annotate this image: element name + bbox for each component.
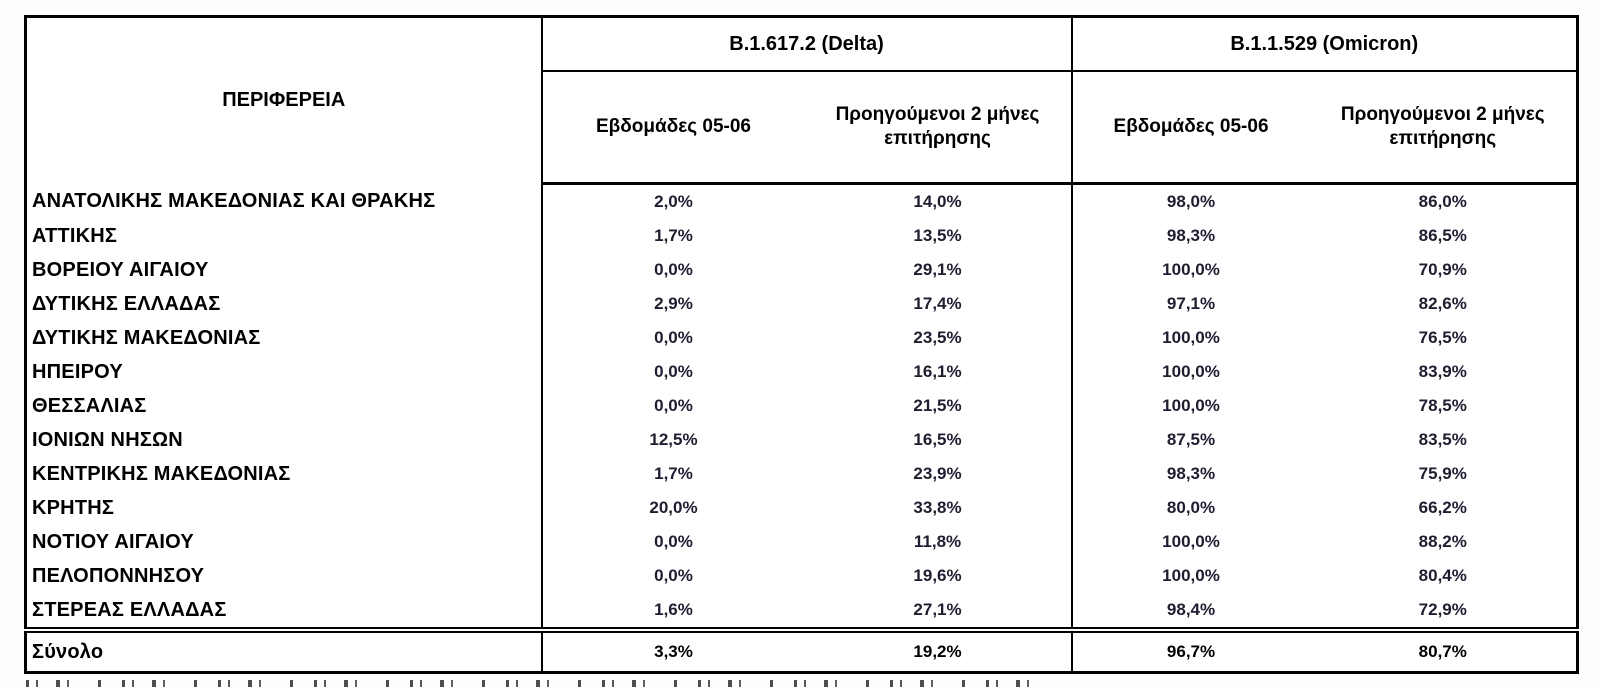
value-cell: 0,0% <box>654 396 693 415</box>
omicron-group-header: B.1.1.529 (Omicron) <box>1072 17 1578 72</box>
total-value-cell: 80,7% <box>1310 630 1578 673</box>
table-row <box>26 287 1578 321</box>
table-row <box>26 457 1578 491</box>
total-row <box>26 630 1578 673</box>
value-cell: 98,4% <box>1166 600 1216 619</box>
table-row <box>26 423 1578 457</box>
value-cell: 97,1% <box>1166 294 1216 313</box>
region-cell: ΔΥΤΙΚΗΣ ΕΛΛΑΔΑΣ <box>26 287 542 321</box>
value-cell: 21,5% <box>805 389 1072 423</box>
value-cell: 11,8% <box>805 525 1072 559</box>
value-cell: 88,2% <box>1418 532 1467 551</box>
value-cell: 1,7% <box>654 464 693 483</box>
value-cell: 2,9% <box>654 294 693 313</box>
table-row <box>26 525 1578 559</box>
value-cell: 98,3% <box>1166 464 1216 483</box>
value-cell: 80,4% <box>1418 566 1467 585</box>
region-cell: ΣΤΕΡΕΑΣ ΕΛΛΑΔΑΣ <box>26 593 542 630</box>
table-row <box>26 593 1578 630</box>
value-cell: 14,0% <box>805 184 1072 220</box>
value-cell: 100,0% <box>1162 260 1220 279</box>
value-cell: 100,0% <box>1162 566 1220 585</box>
table-row <box>26 219 1578 253</box>
value-cell: 100,0% <box>1162 396 1220 415</box>
region-cell: ΔΥΤΙΚΗΣ ΜΑΚΕΔΟΝΙΑΣ <box>26 321 542 355</box>
region-cell: ΘΕΣΣΑΛΙΑΣ <box>26 389 542 423</box>
table-row <box>26 491 1578 525</box>
region-cell: ΗΠΕΙΡΟΥ <box>26 355 542 389</box>
value-cell: 82,6% <box>1418 294 1467 313</box>
total-value-cell: 3,3% <box>542 630 805 673</box>
value-cell: 70,9% <box>1418 260 1467 279</box>
value-cell: 23,9% <box>805 457 1072 491</box>
value-cell: 16,1% <box>805 355 1072 389</box>
value-cell: 0,0% <box>654 566 693 585</box>
value-cell: 20,0% <box>649 498 698 517</box>
region-cell: ΚΕΝΤΡΙΚΗΣ ΜΑΚΕΔΟΝΙΑΣ <box>26 457 542 491</box>
region-cell: ΑΝΑΤΟΛΙΚΗΣ ΜΑΚΕΔΟΝΙΑΣ ΚΑΙ ΘΡΑΚΗΣ <box>26 184 542 220</box>
value-cell: 0,0% <box>654 362 693 381</box>
table-row <box>26 559 1578 593</box>
value-cell: 78,5% <box>1418 396 1467 415</box>
region-cell: ΠΕΛΟΠΟΝΝΗΣΟΥ <box>26 559 542 593</box>
total-label-cell: Σύνολο <box>26 630 542 673</box>
value-cell: 29,1% <box>805 253 1072 287</box>
region-cell: ΑΤΤΙΚΗΣ <box>26 219 542 253</box>
delta-weeks-subheader: Εβδομάδες 05-06 <box>542 71 805 184</box>
region-cell: ΝΟΤΙΟΥ ΑΙΓΑΙΟΥ <box>26 525 542 559</box>
table-row <box>26 355 1578 389</box>
value-cell: 1,6% <box>654 600 693 619</box>
cropped-footnote-text <box>26 680 1056 687</box>
delta-group-header: B.1.617.2 (Delta) <box>542 17 1072 72</box>
value-cell: 0,0% <box>654 532 693 551</box>
table-row <box>26 321 1578 355</box>
value-cell: 0,0% <box>654 328 693 347</box>
value-cell: 75,9% <box>1418 464 1467 483</box>
table-row <box>26 253 1578 287</box>
total-value-cell: 96,7% <box>1072 630 1310 673</box>
value-cell: 13,5% <box>805 219 1072 253</box>
variant-distribution-table <box>24 15 1579 674</box>
value-cell: 17,4% <box>805 287 1072 321</box>
value-cell: 2,0% <box>654 192 693 211</box>
table-row <box>26 184 1578 220</box>
value-cell: 66,2% <box>1418 498 1467 517</box>
value-cell: 33,8% <box>805 491 1072 525</box>
value-cell: 87,5% <box>1166 430 1216 449</box>
value-cell: 72,9% <box>1418 600 1467 619</box>
value-cell: 86,5% <box>1418 226 1467 245</box>
omicron-previous-subheader: Προηγούμενοι 2 μήνες επιτήρησης <box>1310 71 1578 184</box>
value-cell: 86,0% <box>1418 192 1467 211</box>
value-cell: 0,0% <box>654 260 693 279</box>
table-row <box>26 389 1578 423</box>
region-cell: ΒΟΡΕΙΟΥ ΑΙΓΑΙΟΥ <box>26 253 542 287</box>
region-cell: ΙΟΝΙΩΝ ΝΗΣΩΝ <box>26 423 542 457</box>
value-cell: 27,1% <box>805 593 1072 630</box>
region-column-header: ΠΕΡΙΦΕΡΕΙΑ <box>26 17 542 184</box>
value-cell: 100,0% <box>1162 362 1220 381</box>
delta-previous-subheader: Προηγούμενοι 2 μήνες επιτήρησης <box>805 71 1072 184</box>
value-cell: 19,6% <box>805 559 1072 593</box>
value-cell: 100,0% <box>1162 328 1220 347</box>
value-cell: 98,0% <box>1166 192 1216 211</box>
value-cell: 1,7% <box>654 226 693 245</box>
value-cell: 80,0% <box>1166 498 1216 517</box>
value-cell: 83,9% <box>1418 362 1467 381</box>
total-value-cell: 19,2% <box>805 630 1072 673</box>
value-cell: 23,5% <box>805 321 1072 355</box>
value-cell: 100,0% <box>1162 532 1220 551</box>
value-cell: 16,5% <box>805 423 1072 457</box>
value-cell: 98,3% <box>1166 226 1216 245</box>
value-cell: 76,5% <box>1418 328 1467 347</box>
group-header-row <box>26 17 1578 72</box>
value-cell: 12,5% <box>649 430 698 449</box>
value-cell: 83,5% <box>1418 430 1467 449</box>
omicron-weeks-subheader: Εβδομάδες 05-06 <box>1072 71 1310 184</box>
region-cell: ΚΡΗΤΗΣ <box>26 491 542 525</box>
